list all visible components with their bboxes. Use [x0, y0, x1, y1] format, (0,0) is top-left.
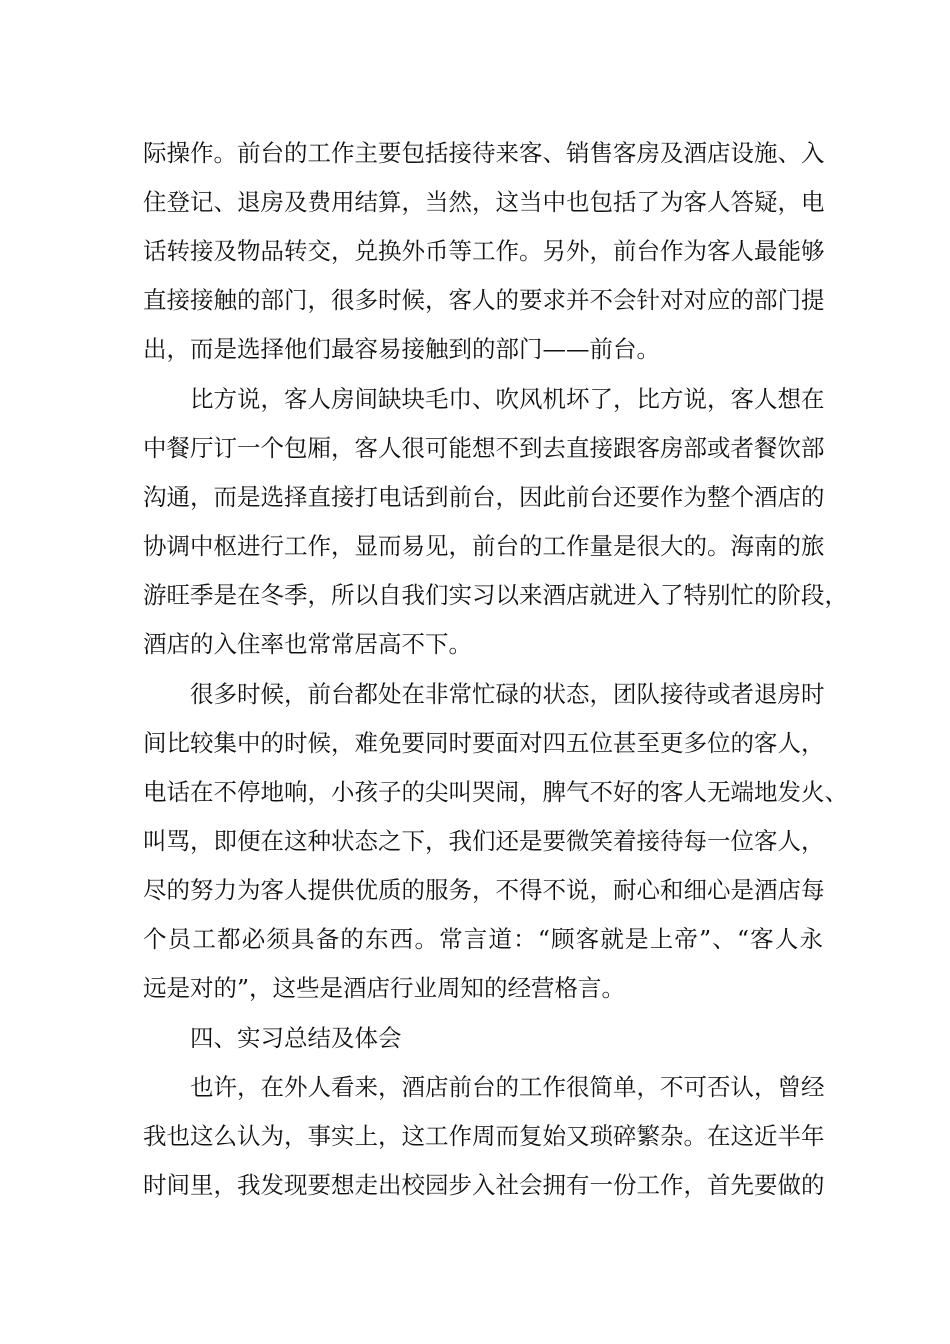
text-line: 出，而是选择他们最容易接触到的部门——前台。 — [143, 335, 660, 363]
section-heading: 四、实习总结及体会 — [190, 1024, 402, 1052]
paragraph-first-line: 很多时候，前台都处在非常忙碌的状态，团队接待或者退房时 — [190, 680, 825, 708]
text-line: 个员工都必须具备的东西。常言道：“顾客就是上帝”、“客人永 — [143, 925, 823, 953]
text-line: 游旺季是在冬季，所以自我们实习以来酒店就进入了特别忙的阶段， — [143, 581, 848, 609]
text-line: 远是对的”，这些是酒店行业周知的经营格言。 — [143, 974, 626, 1002]
text-line: 际操作。前台的工作主要包括接待来客、销售客房及酒店设施、入 — [143, 139, 825, 167]
text-line: 叫骂，即便在这种状态之下，我们还是要微笑着接待每一位客人， — [143, 827, 825, 855]
text-line: 酒店的入住率也常常居高不下。 — [143, 630, 472, 658]
text-line: 话转接及物品转交，兑换外币等工作。另外，前台作为客人最能够 — [143, 237, 825, 265]
text-line: 我也这么认为，事实上，这工作周而复始又琐碎繁杂。在这近半年 — [143, 1122, 825, 1150]
text-line: 协调中枢进行工作，显而易见，前台的工作量是很大的。海南的旅 — [143, 532, 825, 560]
paragraph-first-line: 也许，在外人看来，酒店前台的工作很简单，不可否认，曾经 — [190, 1073, 825, 1101]
text-line: 直接接触的部门，很多时候，客人的要求并不会针对对应的部门提 — [143, 286, 825, 314]
text-line: 时间里，我发现要想走出校园步入社会拥有一份工作，首先要做的 — [143, 1171, 825, 1199]
paragraph-first-line: 比方说，客人房间缺块毛巾、吹风机坏了，比方说，客人想在 — [190, 385, 825, 413]
text-line: 住登记、退房及费用结算，当然，这当中也包括了为客人答疑，电 — [143, 188, 825, 216]
text-line: 尽的努力为客人提供优质的服务，不得不说，耐心和细心是酒店每 — [143, 876, 825, 904]
text-line: 沟通，而是选择直接打电话到前台，因此前台还要作为整个酒店的 — [143, 483, 825, 511]
text-line: 中餐厅订一个包厢，客人很可能想不到去直接跟客房部或者餐饮部 — [143, 434, 825, 462]
text-line: 间比较集中的时候，难免要同时要面对四五位甚至更多位的客人， — [143, 729, 825, 757]
text-line: 电话在不停地响，小孩子的尖叫哭闹，脾气不好的客人无端地发火、 — [143, 778, 848, 806]
